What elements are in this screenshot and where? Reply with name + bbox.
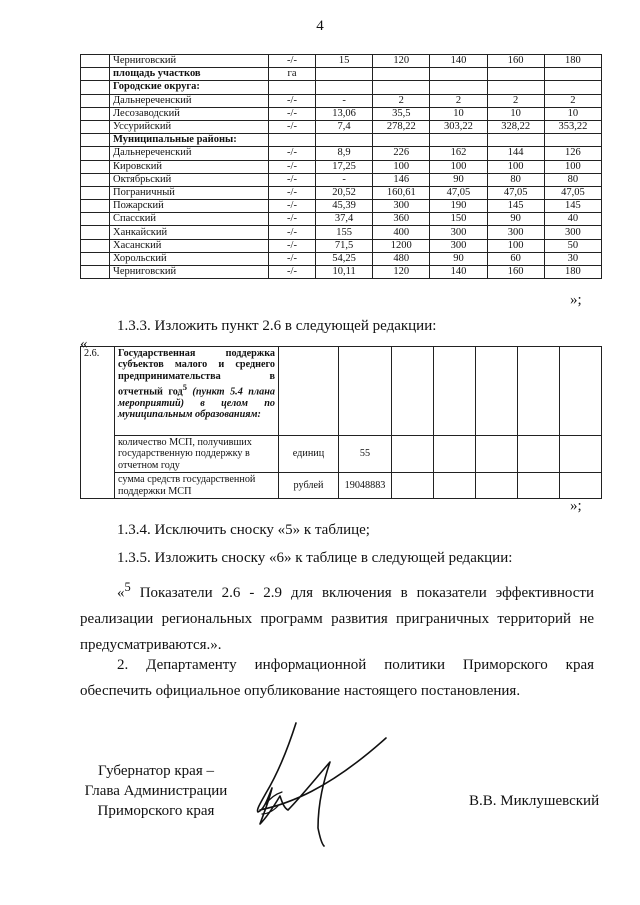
row-value: 2 bbox=[544, 94, 601, 107]
row-value: 54,25 bbox=[316, 252, 373, 265]
table-row bbox=[81, 473, 602, 499]
paragraph-2: 2. Департаменту информационной политики Приморского края обеспечить официальное опубликование настоящего постановления. bbox=[80, 657, 594, 699]
row-value: 100 bbox=[373, 160, 430, 173]
row-value bbox=[316, 134, 373, 147]
row-value: 160,61 bbox=[373, 186, 430, 199]
table-row bbox=[81, 55, 602, 68]
row-value: 140 bbox=[430, 266, 487, 279]
row-unit: -/- bbox=[269, 107, 316, 120]
item-title-bold: Государственная поддержка субъектов малого и среднего предпринимательства в отчетный год bbox=[118, 348, 275, 398]
row-number bbox=[81, 134, 110, 147]
row-value: 10 bbox=[487, 107, 544, 120]
row-value: 278,22 bbox=[373, 120, 430, 133]
row-value: 35,5 bbox=[373, 107, 430, 120]
row-unit: га bbox=[269, 68, 316, 81]
row-value: 100 bbox=[544, 160, 601, 173]
row-value: 47,05 bbox=[544, 186, 601, 199]
table-row bbox=[81, 120, 602, 133]
row-name: сумма средств государственной поддержки МСП bbox=[115, 473, 279, 499]
table-row bbox=[81, 200, 602, 213]
table-row bbox=[81, 107, 602, 120]
row-value bbox=[430, 81, 487, 94]
row-value: 160 bbox=[487, 55, 544, 68]
row-value bbox=[316, 68, 373, 81]
row-value: 13,06 bbox=[316, 107, 373, 120]
row-name: Дальнереченский bbox=[110, 94, 269, 107]
row-unit bbox=[269, 81, 316, 94]
row-name: Хасанский bbox=[110, 239, 269, 252]
row-number bbox=[81, 173, 110, 186]
row-unit: -/- bbox=[269, 226, 316, 239]
row-value: 2 bbox=[430, 94, 487, 107]
row-unit: -/- bbox=[269, 55, 316, 68]
row-value: 20,52 bbox=[316, 186, 373, 199]
row-value: 160 bbox=[487, 266, 544, 279]
row-unit: -/- bbox=[269, 160, 316, 173]
row-number bbox=[81, 68, 110, 81]
table-row bbox=[81, 252, 602, 265]
row-value: 480 bbox=[373, 252, 430, 265]
table-closing-quote-2: »; bbox=[570, 498, 582, 514]
row-value: 47,05 bbox=[487, 186, 544, 199]
signature-icon bbox=[238, 718, 408, 848]
table-row bbox=[81, 94, 602, 107]
row-value: 120 bbox=[373, 266, 430, 279]
paragraph-1-3-3: 1.3.3. Изложить пункт 2.6 в следующей редакции: bbox=[117, 318, 437, 334]
row-value: 30 bbox=[544, 252, 601, 265]
row-value: 45,39 bbox=[316, 200, 373, 213]
item-number: 2.6. bbox=[81, 347, 115, 499]
row-value: 140 bbox=[430, 55, 487, 68]
row-value: 300 bbox=[544, 226, 601, 239]
table-row bbox=[81, 173, 602, 186]
row-value: 226 bbox=[373, 147, 430, 160]
signer-title: Губернатор края – Глава Администрации Приморского края bbox=[84, 763, 228, 819]
row-value bbox=[430, 68, 487, 81]
row-value bbox=[544, 81, 601, 94]
row-number bbox=[81, 147, 110, 160]
row-number bbox=[81, 107, 110, 120]
row-value: 17,25 bbox=[316, 160, 373, 173]
table-row bbox=[81, 266, 602, 279]
row-value: 328,22 bbox=[487, 120, 544, 133]
row-value: 10 bbox=[430, 107, 487, 120]
row-name: площадь участков bbox=[110, 68, 269, 81]
row-unit bbox=[269, 134, 316, 147]
row-value bbox=[544, 134, 601, 147]
row-value: 146 bbox=[373, 173, 430, 186]
footnote-mark: 5 bbox=[124, 580, 131, 594]
row-value: 300 bbox=[487, 226, 544, 239]
row-name: Хорольский bbox=[110, 252, 269, 265]
row-number bbox=[81, 160, 110, 173]
table-row bbox=[81, 134, 602, 147]
row-value bbox=[487, 81, 544, 94]
table-row bbox=[81, 81, 602, 94]
row-value: 37,4 bbox=[316, 213, 373, 226]
footnote-text: «$^5$ Показатели 2.6 - 2.9 для включения в показатели эффективности реализации региональных программ развития приграничных территорий не предусматриваются.». bbox=[80, 580, 594, 653]
row-value: 180 bbox=[544, 55, 601, 68]
row-name: Городские округа: bbox=[110, 81, 269, 94]
table-row bbox=[81, 160, 602, 173]
row-value bbox=[316, 81, 373, 94]
paragraph-1-3-5: 1.3.5. Изложить сноску «6» к таблице в следующей редакции: bbox=[117, 550, 513, 566]
row-value: 100 bbox=[430, 160, 487, 173]
row-name: Черниговский bbox=[110, 266, 269, 279]
row-value: 400 bbox=[373, 226, 430, 239]
row-unit: рублей bbox=[279, 473, 339, 499]
item-2-6-table bbox=[80, 346, 602, 499]
row-name: количество МСП, получивших государственную поддержку в отчетном году bbox=[115, 436, 279, 473]
row-name: Октябрьский bbox=[110, 173, 269, 186]
row-number bbox=[81, 239, 110, 252]
row-value: 7,4 bbox=[316, 120, 373, 133]
row-number bbox=[81, 266, 110, 279]
row-value: 360 bbox=[373, 213, 430, 226]
row-value: 90 bbox=[430, 252, 487, 265]
row-number bbox=[81, 226, 110, 239]
table-opening-quote: « bbox=[80, 336, 88, 352]
row-value: 40 bbox=[544, 213, 601, 226]
row-value: 71,5 bbox=[316, 239, 373, 252]
row-value: 120 bbox=[373, 55, 430, 68]
row-value: 145 bbox=[487, 200, 544, 213]
row-number bbox=[81, 213, 110, 226]
row-number bbox=[81, 81, 110, 94]
row-value: 90 bbox=[430, 173, 487, 186]
row-name: Пограничный bbox=[110, 186, 269, 199]
row-unit: -/- bbox=[269, 186, 316, 199]
row-value bbox=[373, 134, 430, 147]
row-unit: -/- bbox=[269, 94, 316, 107]
row-value: 353,22 bbox=[544, 120, 601, 133]
row-number bbox=[81, 120, 110, 133]
row-value: 190 bbox=[430, 200, 487, 213]
table-row bbox=[81, 186, 602, 199]
row-name: Ханкайский bbox=[110, 226, 269, 239]
row-value bbox=[430, 134, 487, 147]
row-value: 15 bbox=[316, 55, 373, 68]
row-value: 47,05 bbox=[430, 186, 487, 199]
table-closing-quote: »; bbox=[570, 292, 582, 308]
row-number bbox=[81, 94, 110, 107]
paragraph-1-3-4: 1.3.4. Исключить сноску «5» к таблице; bbox=[117, 522, 370, 538]
row-number bbox=[81, 55, 110, 68]
row-value: 10 bbox=[544, 107, 601, 120]
indicators-table bbox=[80, 54, 602, 279]
row-value: 300 bbox=[430, 226, 487, 239]
row-name: Лесозаводский bbox=[110, 107, 269, 120]
row-unit: -/- bbox=[269, 266, 316, 279]
table-row bbox=[81, 436, 602, 473]
row-unit: -/- bbox=[269, 213, 316, 226]
row-value bbox=[487, 68, 544, 81]
table-row bbox=[81, 213, 602, 226]
row-value: 80 bbox=[544, 173, 601, 186]
row-value: 2 bbox=[373, 94, 430, 107]
row-unit: -/- bbox=[269, 252, 316, 265]
row-value: 90 bbox=[487, 213, 544, 226]
table-row bbox=[81, 226, 602, 239]
row-number bbox=[81, 200, 110, 213]
row-value: 55 bbox=[339, 436, 392, 473]
item-title bbox=[115, 347, 279, 436]
row-value: 19048883 bbox=[339, 473, 392, 499]
row-name: Черниговский bbox=[110, 55, 269, 68]
row-value bbox=[373, 68, 430, 81]
item-title-italic: (пункт 5.4 плана мероприятий) в целом по муниципальным образованиям: bbox=[118, 386, 275, 421]
row-value: 300 bbox=[373, 200, 430, 213]
row-name: Уссурийский bbox=[110, 120, 269, 133]
row-value: 180 bbox=[544, 266, 601, 279]
row-name: Дальнереченский bbox=[110, 147, 269, 160]
row-value bbox=[373, 81, 430, 94]
row-value: 1200 bbox=[373, 239, 430, 252]
row-value: - bbox=[316, 173, 373, 186]
row-value bbox=[544, 68, 601, 81]
row-unit: -/- bbox=[269, 239, 316, 252]
page-number: 4 bbox=[316, 18, 324, 34]
row-unit: -/- bbox=[269, 200, 316, 213]
table-row bbox=[81, 347, 602, 436]
row-value: 2 bbox=[487, 94, 544, 107]
row-value: 303,22 bbox=[430, 120, 487, 133]
row-value: - bbox=[316, 94, 373, 107]
row-unit: -/- bbox=[269, 147, 316, 160]
item-title-footnote-mark: 5 bbox=[182, 382, 187, 393]
row-number bbox=[81, 186, 110, 199]
table-row bbox=[81, 68, 602, 81]
row-number bbox=[81, 252, 110, 265]
row-unit: единиц bbox=[279, 436, 339, 473]
row-value: 50 bbox=[544, 239, 601, 252]
row-value: 144 bbox=[487, 147, 544, 160]
row-unit: -/- bbox=[269, 173, 316, 186]
row-name: Спасский bbox=[110, 213, 269, 226]
row-value: 60 bbox=[487, 252, 544, 265]
table-row bbox=[81, 147, 602, 160]
signer-name: В.В. Миклушевский bbox=[469, 793, 600, 809]
row-value: 10,11 bbox=[316, 266, 373, 279]
row-value: 100 bbox=[487, 239, 544, 252]
row-name: Муниципальные районы: bbox=[110, 134, 269, 147]
row-value: 155 bbox=[316, 226, 373, 239]
row-value: 150 bbox=[430, 213, 487, 226]
row-unit: -/- bbox=[269, 120, 316, 133]
row-name: Кировский bbox=[110, 160, 269, 173]
row-value: 8,9 bbox=[316, 147, 373, 160]
row-value: 162 bbox=[430, 147, 487, 160]
row-value: 100 bbox=[487, 160, 544, 173]
row-value: 300 bbox=[430, 239, 487, 252]
row-value bbox=[487, 134, 544, 147]
row-value: 80 bbox=[487, 173, 544, 186]
row-value: 126 bbox=[544, 147, 601, 160]
row-name: Пожарский bbox=[110, 200, 269, 213]
row-value: 145 bbox=[544, 200, 601, 213]
table-row bbox=[81, 239, 602, 252]
